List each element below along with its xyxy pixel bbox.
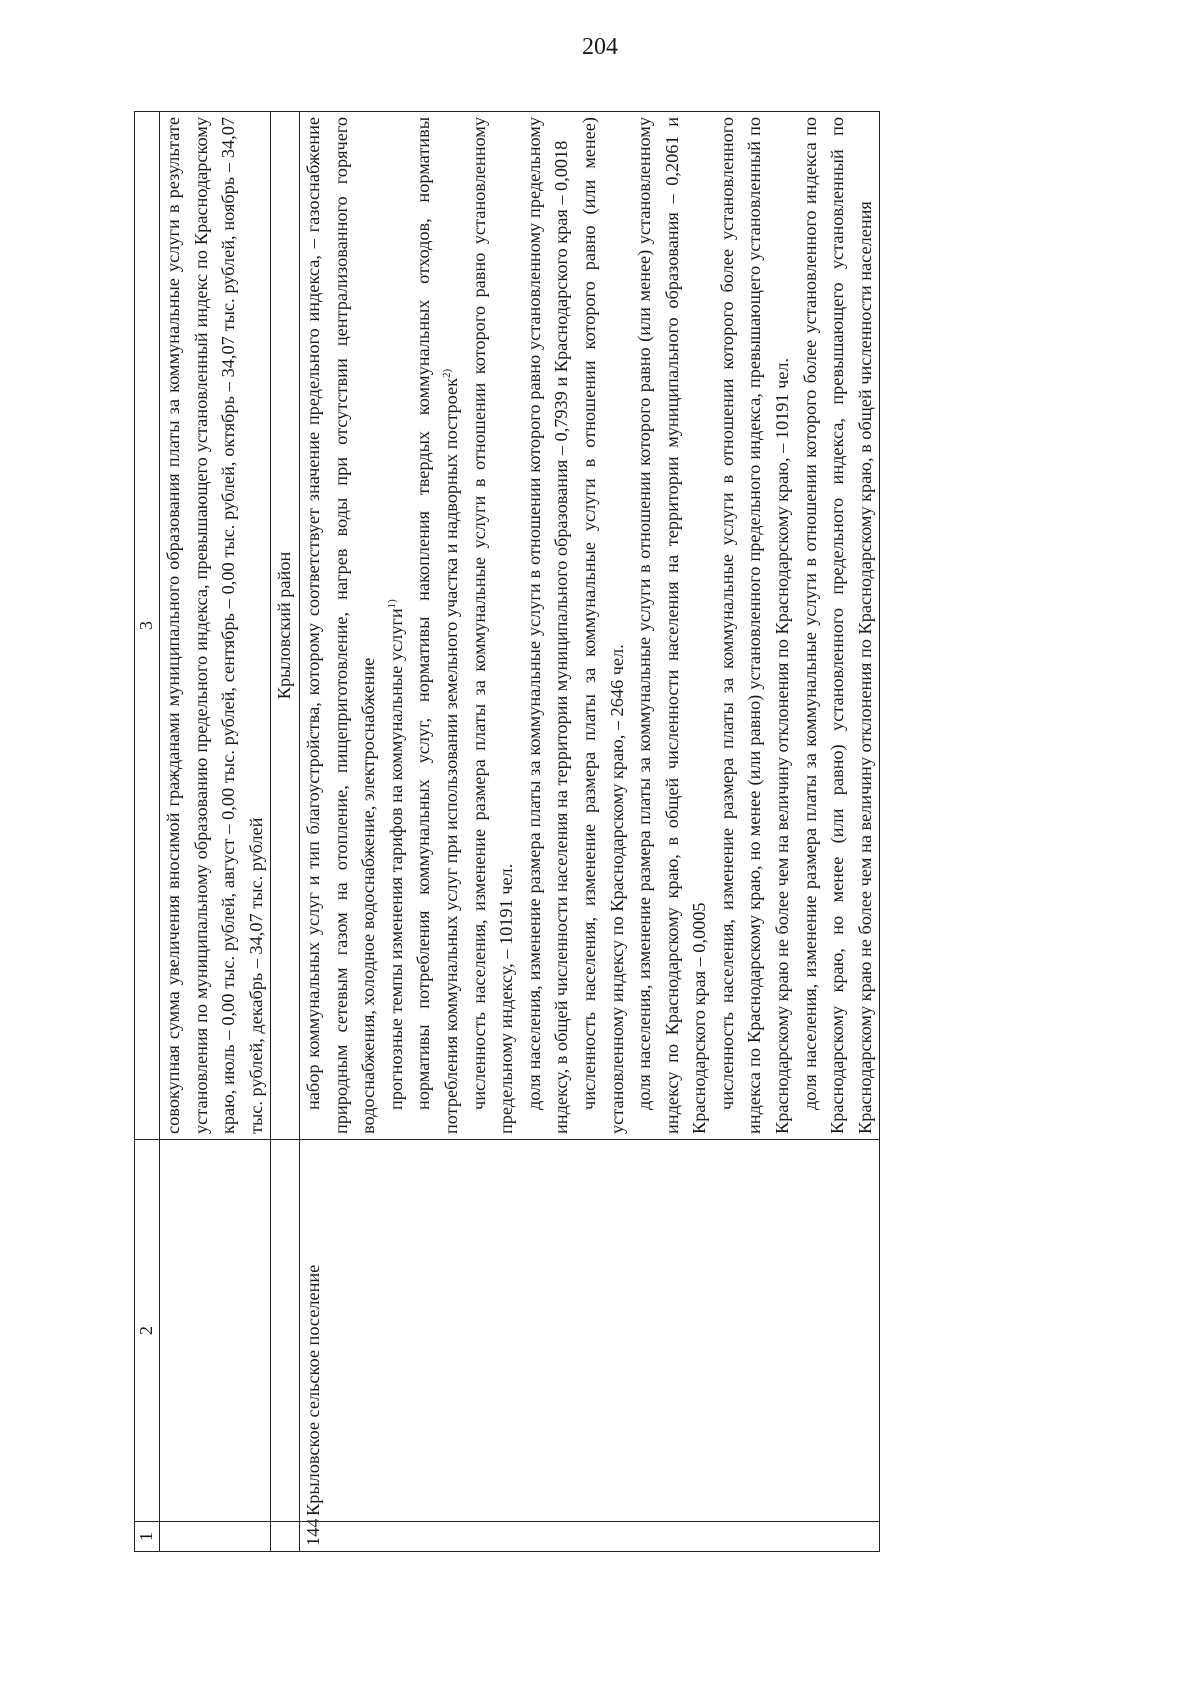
paragraph-5: доля населения, изменение размера платы за коммунальные услуги в отношении которого равно установленному предельному индексу, в общей численности населения на территории муниципального образования – 0,7939 и Краснодарского края – 0,0018: [523, 117, 572, 1134]
header-row: [135, 112, 160, 1552]
cell-region-empty-1: [271, 1522, 300, 1552]
paragraph-8: численность населения, изменение размера платы за коммунальные услуги в отношении которого более установленного индекса по Краснодарскому краю, но менее (или равно) установленного предельного индекса, превышающего установленный по Краснодарскому краю не более чем на величину отклонения по Краснодарскому краю, – 10191 чел.: [716, 117, 793, 1134]
table-row: [299, 112, 879, 1552]
paragraph-3-text: нормативы потребления коммунальных услуг, нормативы накопления твердых коммунальных отходов, нормативы потребления коммунальных услуг при использовании земельного участка и надворных построек: [413, 117, 461, 1134]
paragraph-6: численность населения, изменение размера платы за коммунальные услуги в отношении которого равно (или менее) установленному индексу по Краснодарскому краю, – 2646 чел.: [578, 117, 627, 1134]
paragraph-4: численность населения, изменение размера платы за коммунальные услуги в отношении которого равно установленному предельному индексу, – 10191 чел.: [468, 117, 517, 1134]
data-table: [134, 111, 880, 1552]
header-col-3: 3: [135, 112, 160, 1140]
header-col-1: 1: [135, 1522, 160, 1552]
cell-continued-text: [160, 112, 271, 1140]
paragraph-1: набор коммунальных услуг и тип благоустройства, которому соответствует значение предельного индекса, – газоснабжение природным сетевым газом на отопление, пищеприготовление, нагрев воды при отсутствии централизованного горячего водоснабжения, холодное водоснабжение, электроснабжение: [302, 117, 379, 1134]
row-number: 144: [299, 1522, 879, 1552]
paragraph-3: [410, 117, 465, 1134]
region-heading: Крыловский район: [271, 112, 300, 1140]
cell-empty-2: [160, 1140, 271, 1522]
row-content: [299, 112, 879, 1140]
rotated-table-container: [134, 112, 1099, 1552]
region-row: [271, 112, 300, 1552]
continued-paragraph: совокупная сумма увеличения вносимой гражданами муниципального образования платы за коммунальные услуги в результате установления по муниципальному образованию предельного индекса, превышающего установленный индекс по Краснодарскому краю, июль – 0,00 тыс. рублей, август – 0,00 тыс. рублей, сентябрь – 0,00 тыс. рублей, октябрь – 34,07 тыс. рублей, ноябрь – 34,07 тыс. рублей, декабрь – 34,07 тыс. рублей: [163, 117, 266, 1134]
rotated-table: [134, 112, 1099, 1552]
paragraph-2: [383, 117, 411, 1134]
cell-empty-1: [160, 1522, 271, 1552]
footnote-2-mark: 2): [440, 368, 453, 378]
settlement-name: Крыловское сельское поселение: [299, 1140, 879, 1522]
page-number: 204: [582, 34, 618, 60]
paragraph-7: доля населения, изменение размера платы за коммунальные услуги в отношении которого равно (или менее) установленному индексу по Краснодарскому краю, в общей численности населения на территории муниципального образования – 0,2061 и Краснодарского края – 0,0005: [634, 117, 710, 1134]
paragraph-2-text: прогнозные темпы изменения тарифов на коммунальные услуги: [385, 608, 406, 1110]
cell-region-empty-2: [271, 1140, 300, 1522]
footnote-1-mark: 1): [385, 599, 398, 609]
paragraph-9: доля населения, изменение размера платы за коммунальные услуги в отношении которого более установленного индекса по Краснодарскому краю, но менее (или равно) установленного предельного индекса, превышающего установленный по Краснодарскому краю не более чем на величину отклонения по Краснодарскому краю, в общей численности населения: [799, 117, 875, 1134]
header-col-2: 2: [135, 1140, 160, 1522]
table-row-continued: [160, 112, 271, 1552]
